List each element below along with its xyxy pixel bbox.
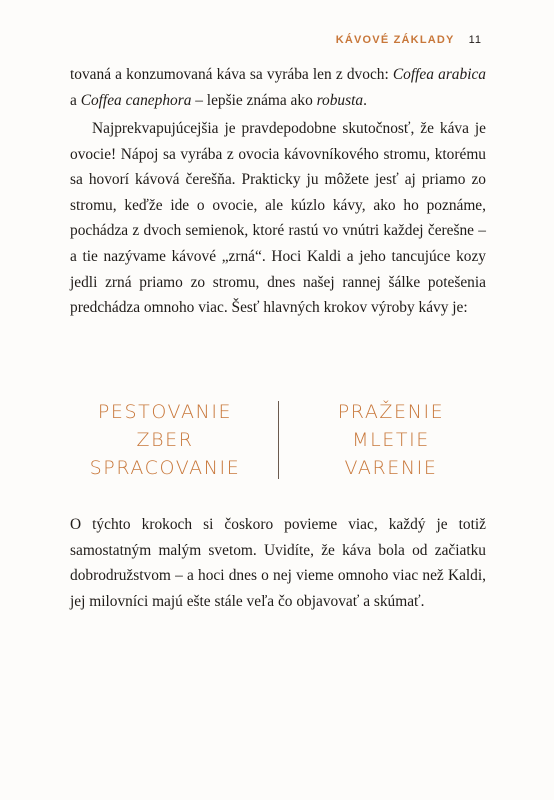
step-item: MLETIE xyxy=(352,429,430,451)
p1-species-canephora: Coffea canephora xyxy=(80,91,192,109)
p1-text-a: tovaná a konzumovaná káva sa vyrába len z dvoch: xyxy=(70,66,393,83)
steps-right-column xyxy=(296,398,486,482)
p1-text-g: . xyxy=(363,91,367,109)
step-item: SPRACOVANIE xyxy=(89,457,241,479)
coffee-steps xyxy=(70,398,486,482)
p1-robusta: robusta xyxy=(316,91,364,109)
steps-divider xyxy=(278,401,279,479)
paragraph-1 xyxy=(70,62,486,113)
p1-text-e: – lepšie známa ako xyxy=(191,91,317,109)
steps-left-column xyxy=(70,398,260,482)
step-item: ZBER xyxy=(136,429,194,451)
paragraph-2: Najprekvapujúcejšia je pravdepodobne skutočnosť, že káva je ovocie! Nápoj sa vyrába z ovocia kávovníkového stromu, ktorému sa hovorí kávová čerešňa. Prakticky ju môžete jesť aj priamo zo stromu, keďže ide o ovocie, ale kúzlo kávy, ako ho poznáme, pochádza z dvoch semienok, ktoré rastú vo vnútri každej čerešne – a tie nazývame kávové „zrná“. Hoci Kaldi a jeho tancujúce kozy jedli zrná priamo zo stromu, dnes našej rannej šálke potešenia predchádza omnoho viac. Šesť hlavných krokov výroby kávy je: xyxy=(70,120,486,317)
page-number: 11 xyxy=(468,34,482,46)
running-head xyxy=(336,34,482,46)
step-item: VARENIE xyxy=(344,457,438,479)
p1-text-c: a xyxy=(70,91,81,109)
section-title: KÁVOVÉ ZÁKLADY xyxy=(335,34,455,46)
p1-species-arabica: Coffea arabica xyxy=(392,66,487,83)
paragraph-3: O týchto krokoch si čoskoro povieme viac, každý je totiž samostatným malým svetom. Uvidíte, že káva bola od začiatku dobrodružstvom – a hoci dnes o nej vieme omnoho viac než Kaldi, jej milovníci majú ešte stále veľa čo objavovať a skúmať. xyxy=(70,516,486,610)
step-item: PRAŽENIE xyxy=(337,401,445,423)
step-item: PESTOVANIE xyxy=(97,401,233,423)
